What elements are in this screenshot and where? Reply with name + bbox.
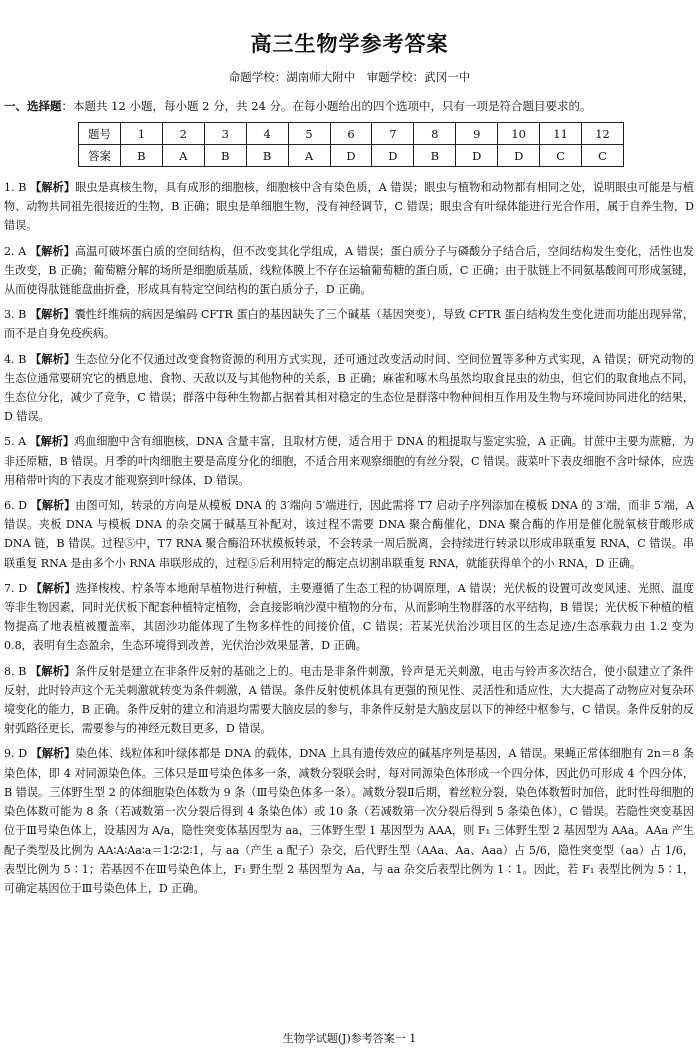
- page-footer: 生物学试题(J)参考答案一 1: [282, 1032, 417, 1045]
- analysis-tag: 【解析】: [29, 435, 75, 449]
- explanation-item: [4, 178, 694, 236]
- page-subtitle: 命题学校：湖南师大附中 审题学校：武冈一中: [228, 70, 471, 84]
- answer-table-answer: D: [330, 145, 372, 167]
- explanation-item: [4, 496, 694, 573]
- analysis-tag: 【解析】: [29, 244, 75, 258]
- explanation-item: [4, 305, 694, 343]
- page-title: 高三生物学参考答案: [250, 32, 449, 56]
- explanation-text: 鸡血细胞中含有细胞核，DNA 含量丰富，且取材方便，适合用于 DNA 的粗提取与鉴定实验，A 正确。甘蔗中主要为蔗糖，为非还原糖，B 错误。月季的叶肉细胞主要是高度分化的细胞，不适合用来观察细胞的有丝分裂，C 错误。菠菜叶下表皮细胞不含叶绿体，应选用稍带叶肉的下表皮才能观察到叶绿体，D 错误。: [4, 435, 694, 487]
- answer-table-number: 1: [120, 123, 162, 145]
- section-title: 一、选择题: [4, 99, 62, 113]
- answer-table-number: 8: [414, 123, 456, 145]
- explanation-item: [4, 662, 694, 739]
- answer-table-answer: A: [162, 145, 204, 167]
- answer-table-number: 6: [330, 123, 372, 145]
- question-number-answer: 6. D: [4, 499, 28, 513]
- answer-table-number: 3: [204, 123, 246, 145]
- answer-table-answer: C: [582, 145, 624, 167]
- explanation-text: 囊性纤维病的病因是编码 CFTR 蛋白的基因缺失了三个碱基（基因突变），导致 CFTR 蛋白结构发生变化进而功能出现异常，而不是自身免疫疾病。: [4, 308, 694, 341]
- answer-table-answer-row: [79, 145, 624, 167]
- analysis-tag: 【解析】: [30, 181, 76, 194]
- question-number-answer: 2. A: [4, 244, 27, 258]
- explanation-item: [4, 350, 694, 427]
- answer-table-number: 9: [456, 123, 498, 145]
- explanation-text: 选择梭梭、柠条等本地耐旱植物进行种植，主要遵循了生态工程的协调原理，A 错误；光伏板的设置可改变风速、光照、温度等非生物因素，同时光伏板下配套种植特定植物，会直接影响沙漠中植物的分布，从而影响生物群落的水平结构，B 错误；光伏板下种植的植物提高了地表植被覆盖率，其固沙功能体现了生物多样性的间接价值，C 错误；若某光伏治沙项目区的生态足迹/生态承载力由 1.2 变为 0.8，表明有生态盈余，生态环境得到改善，光伏治沙效果显著，D 正确。: [4, 581, 694, 653]
- answer-table-answer: B: [120, 145, 162, 167]
- section-heading: [4, 98, 694, 114]
- analysis-tag: 【解析】: [30, 352, 76, 366]
- question-number-answer: 4. B: [4, 352, 27, 366]
- question-number-answer: 3. B: [4, 308, 27, 322]
- explanation-item: [4, 242, 694, 300]
- answer-table-number: 4: [246, 123, 288, 145]
- explanation-text: 由图可知，转录的方向是从模板 DNA 的 3′端向 5′端进行，因此需将 T7 启动子序列添加在模板 DNA 的 3′端，而非 5′端，A 错误。夹板 DNA 与模板 DNA 的杂交属于碱基互补配对，该过程不需要 DNA 聚合酶催化，DNA 聚合酶的作用是催化脱氧核苷酸形成 DNA 链，B 错误。过程⑤中，T7 RNA 聚合酶沿环状模板转录，不会转录一周后脱离，会持续进行转录以形成串联重复 RNA，C 错误。串联重复 RNA 是由多个小 RNA 串联形成的，过程⑤后利用特定的酶定点切割串联重复 RNA，就能获得单个的小 RNA，D 正确。: [4, 499, 694, 570]
- analysis-tag: 【解析】: [30, 581, 76, 595]
- analysis-tag: 【解析】: [30, 747, 76, 761]
- analysis-tag: 【解析】: [30, 499, 76, 513]
- explanation-text: 生态位分化不仅通过改变食物资源的利用方式实现，还可通过改变活动时间、空间位置等多种方式实现，A 错误；研究动物的生态位通常要研究它的栖息地、食物、天敌以及与其他物种的关系，B 正确；麻雀和啄木鸟虽然均取食昆虫的幼虫，但它们的取食地点不同，生态位分化，减少了竞争，C 错误；群落中每种生物都占据着其相对稳定的生态位是群落中物种间相互作用及生物与环境间协同进化的结果，D 错误。: [4, 352, 694, 424]
- explanation-item: [4, 579, 694, 656]
- explanation-text: 眼虫是真核生物，具有成形的细胞核，细胞核中含有染色质，A 错误；眼虫与植物和动物都有相同之处，说明眼虫可能是与植物、动物共同祖先很接近的生物，B 正确；眼虫是单细胞生物，没有神经调节，C 错误；眼虫含有叶绿体能进行光合作用，属于自养生物，D 错误。: [4, 181, 694, 233]
- question-number-answer: 9. D: [4, 747, 28, 761]
- answer-table-answer: B: [414, 145, 456, 167]
- answer-table-answer: C: [540, 145, 582, 167]
- answer-table-number: 7: [372, 123, 414, 145]
- section-description: ：本题共 12 小题，每小题 2 分，共 24 分。在每小题给出的四个选项中，只有一项是符合题目要求的。: [61, 99, 592, 113]
- answer-table-number: 2: [162, 123, 204, 145]
- answer-table-number-row: [79, 123, 624, 145]
- explanation-text: 染色体、线粒体和叶绿体都是 DNA 的载体，DNA 上具有遗传效应的碱基序列是基因，A 错误。果蝇正常体细胞有 2n＝8 条染色体，即 4 对同源染色体。三体只是Ⅲ号染色体多一条，减数分裂联会时，每对同源染色体形成一个四分体，因此仍可形成 4 个四分体，B 错误。三体野生型 2 的体细胞染色体数为 9 条（Ⅲ号染色体多一条）。减数分裂Ⅱ后期，着丝粒分裂，染色体数暂时加倍，此时性母细胞的染色体数可能为 8 条（若减数第一次分裂后得到 4 条染色体）或 10 条（若减数第一次分裂后得到 5 条染色体），C 错误。若隐性突变基因位于Ⅲ号染色体上，设基因为 A/a，隐性突变体基因型为 aa，三体野生型 1 基因型为 AAA，则 F₁ 三体野生型 2 基因型为 AAa。AAa 产生配子类型及比例为 AA∶A∶Aa∶a＝1∶2∶2∶1，与 aa（产生 a 配子）杂交，后代野生型（AAa、Aa、Aaa）占 5/6，隐性突变型（aa）占 1/6，表型比例为 5∶1；若基因不在Ⅲ号染色体上，F₁ 野生型 2 基因型为 Aa，与 aa 杂交后表型比例为 1∶1。因此，若 F₁ 表型比例为 5∶1，可确定基因位于Ⅲ号染色体上，D 正确。: [4, 747, 694, 895]
- answer-table-answer: B: [204, 145, 246, 167]
- answer-table-answer: D: [456, 145, 498, 167]
- answer-table-answer: D: [372, 145, 414, 167]
- question-number-answer: 7. D: [4, 581, 28, 595]
- answer-table-number: 5: [288, 123, 330, 145]
- answer-table-label-number: 题号: [79, 123, 121, 145]
- analysis-tag: 【解析】: [30, 664, 76, 678]
- explanation-text: 高温可破坏蛋白质的空间结构，但不改变其化学组成，A 错误；蛋白质分子与磷酸分子结合后，空间结构发生变化，活性也发生改变，B 正确；葡萄糖分解的场所是细胞质基质，线粒体膜上不存在运输葡萄糖的蛋白质，C 正确；由于肽链上不同氨基酸间可形成氢键，从而使得肽链能盘曲折叠，形成具有特定空间结构的蛋白质分子，D 正确。: [4, 244, 694, 297]
- question-number-answer: 8. B: [4, 664, 27, 678]
- question-number-answer: 1. B: [4, 181, 27, 194]
- analysis-tag: 【解析】: [29, 308, 75, 322]
- question-number-answer: 5. A: [4, 435, 27, 449]
- explanation-text: 条件反射是建立在非条件反射的基础之上的。电击是非条件刺激，铃声是无关刺激，电击与铃声多次结合，使小鼠建立了条件反射，此时铃声这个无关刺激就转变为条件刺激，A 错误。条件反射使机体具有更强的预见性、灵活性和适应性，大大提高了动物应对复杂环境变化的能力，B 正确。条件反射的建立和消退均需要大脑皮层的参与，非条件反射是大脑皮层以下的神经中枢参与，C 错误。条件反射的反射弧路径更长，需要参与的神经元数目更多，D 错误。: [4, 664, 694, 736]
- explanation-item: [4, 744, 694, 898]
- answer-table-answer: B: [246, 145, 288, 167]
- answer-table-answer: A: [288, 145, 330, 167]
- answer-table-label-answer: 答案: [79, 145, 121, 167]
- answer-table-number: 12: [582, 123, 624, 145]
- answer-table-number: 10: [498, 123, 540, 145]
- explanations: [4, 178, 694, 904]
- answer-table-number: 11: [540, 123, 582, 145]
- explanation-item: [4, 432, 694, 490]
- answer-table-answer: D: [498, 145, 540, 167]
- answer-table: [78, 122, 624, 167]
